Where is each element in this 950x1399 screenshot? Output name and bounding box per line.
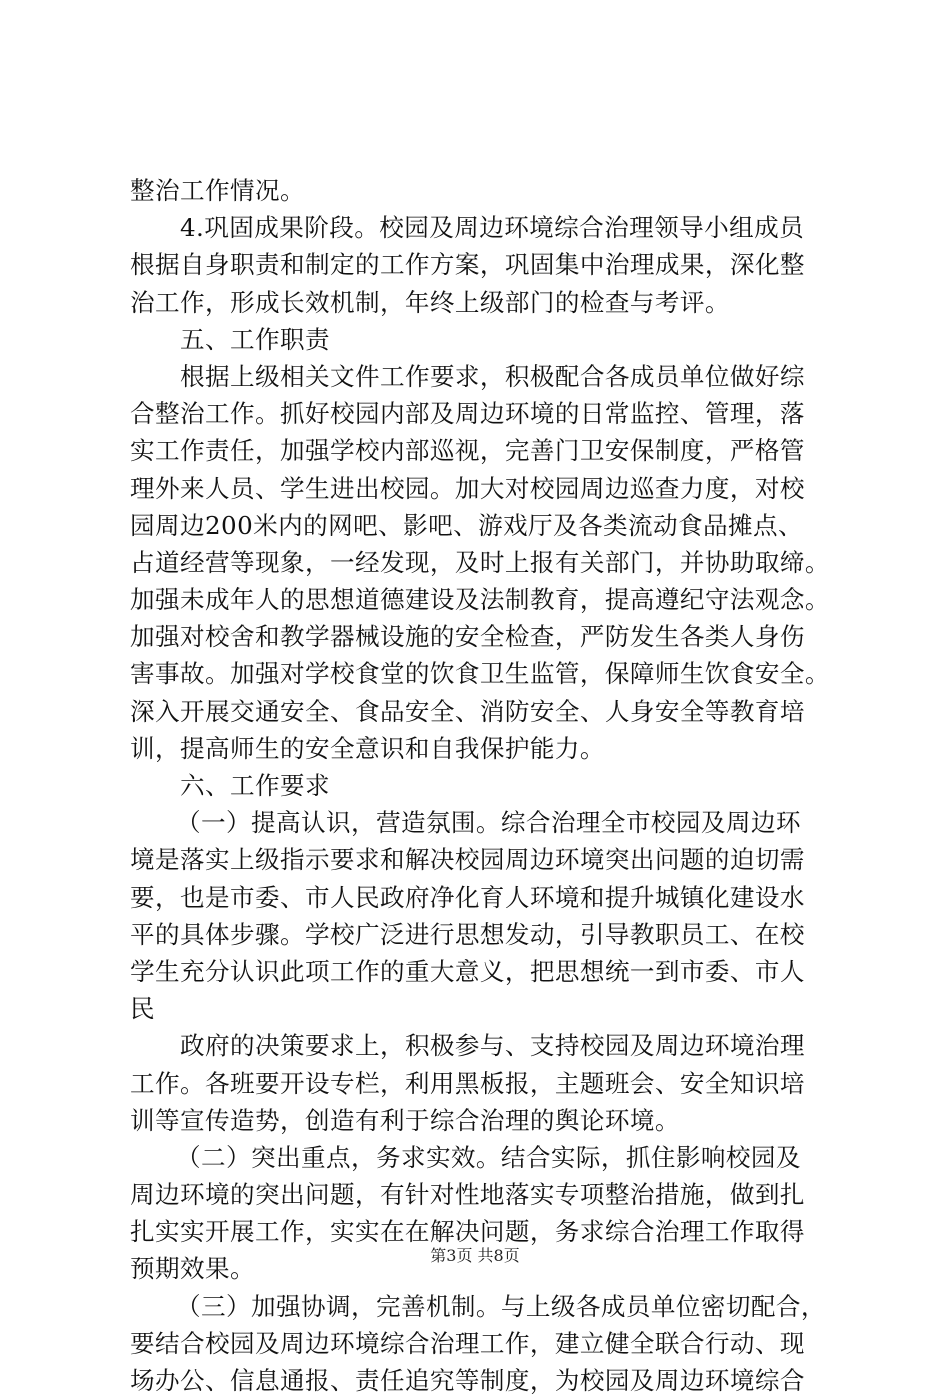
text-line: 扎实实开展工作，实实在在解决问题，务求综合治理工作取得: [130, 1217, 805, 1247]
text-line: 加强对校舍和教学器械设施的安全检查，严防发生各类人身伤: [130, 622, 805, 652]
text-line: 政府的决策要求上，积极参与、支持校园及周边环境治理: [180, 1031, 805, 1061]
text-line: 理外来人员、学生进出校园。加大对校园周边巡查力度，对校: [130, 473, 805, 503]
text-line: 治工作，形成长效机制，年终上级部门的检查与考评。: [130, 287, 730, 317]
text-line: 训等宣传造势，创造有利于综合治理的舆论环境。: [130, 1105, 680, 1135]
text-line: 民: [130, 994, 155, 1024]
text-line: 平的具体步骤。学校广泛进行思想发动，引导教职员工、在校: [130, 919, 805, 949]
text-line: 周边环境的突出问题，有针对性地落实专项整治措施，做到扎: [130, 1180, 805, 1210]
text-line: 深入开展交通安全、食品安全、消防安全、人身安全等教育培: [130, 696, 805, 726]
text-line: 加强未成年人的思想道德建设及法制教育，提高遵纪守法观念。: [130, 585, 830, 615]
text-line: （二）突出重点，务求实效。结合实际，抓住影响校园及: [176, 1142, 801, 1172]
text-line: 合整治工作。抓好校园内部及周边环境的日常监控、管理，落: [130, 399, 805, 429]
text-line: 境是落实上级指示要求和解决校园周边环境突出问题的迫切需: [130, 845, 805, 875]
text-line: 训，提高师生的安全意识和自我保护能力。: [130, 733, 605, 763]
text-line: 根据上级相关文件工作要求，积极配合各成员单位做好综: [180, 361, 805, 391]
text-line: 要，也是市委、市人民政府净化育人环境和提升城镇化建设水: [130, 882, 805, 912]
text-line: 占道经营等现象，一经发现，及时上报有关部门，并协助取缔。: [130, 547, 830, 577]
text-line: 五、工作职责: [180, 324, 330, 354]
text-line: 根据自身职责和制定的工作方案，巩固集中治理成果，深化整: [130, 250, 805, 280]
text-line: 害事故。加强对学校食堂的饮食卫生监管，保障师生饮食安全。: [130, 659, 830, 689]
text-line: 整治工作情况。: [130, 176, 305, 205]
text-line: 4.巩固成果阶段。校园及周边环境综合治理领导小组成员: [180, 213, 805, 243]
text-line: （一）提高认识，营造氛围。综合治理全市校园及周边环: [176, 808, 801, 838]
text-line: 工作。各班要开设专栏，利用黑板报，主题班会、安全知识培: [130, 1068, 805, 1098]
text-line: 预期效果。: [130, 1254, 255, 1284]
text-line: （三）加强协调，完善机制。与上级各成员单位密切配合，: [176, 1291, 826, 1321]
text-line: 场办公、信息通报、责任追究等制度，为校园及周边环境综合: [130, 1366, 805, 1395]
document-body: [130, 172, 830, 1399]
text-line: 学生充分认识此项工作的重大意义，把思想统一到市委、市人: [130, 956, 805, 986]
text-line: 六、工作要求: [180, 771, 330, 800]
page-footer: [0, 1246, 950, 1266]
text-line: 要结合校园及周边环境综合治理工作，建立健全联合行动、现: [130, 1328, 805, 1358]
page-number-label: 第3页 共8页: [430, 1246, 520, 1265]
text-line: 实工作责任，加强学校内部巡视，完善门卫安保制度，严格管: [130, 436, 805, 466]
text-line: 园周边200米内的网吧、影吧、游戏厅及各类流动食品摊点、: [130, 510, 803, 540]
